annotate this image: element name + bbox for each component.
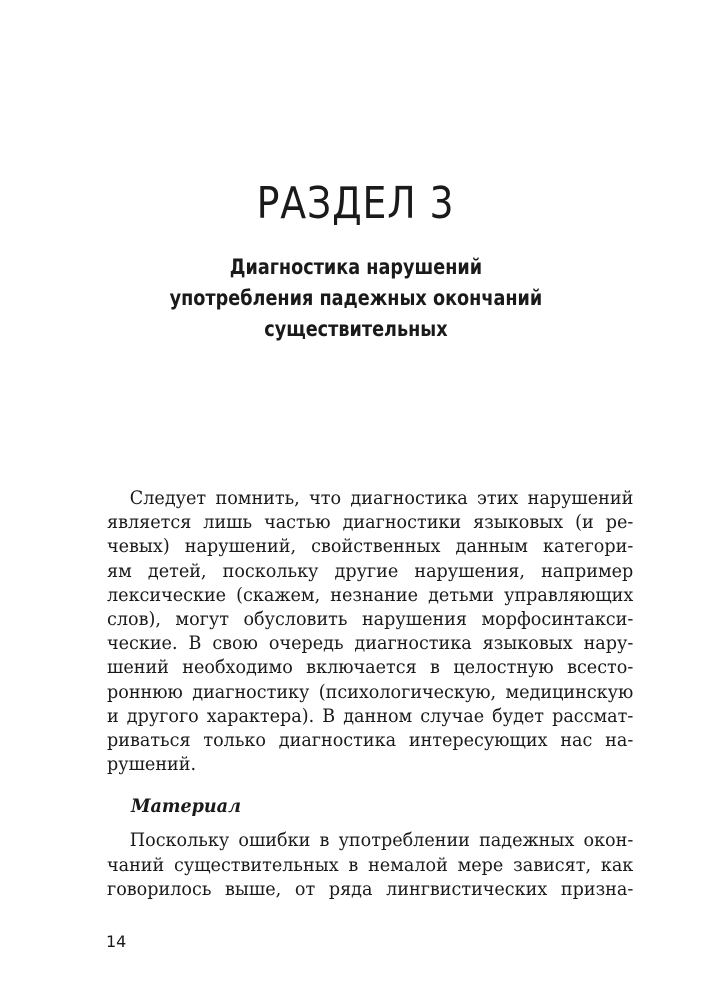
text-line: риваться только диагностика интересующих нас на- <box>107 729 634 751</box>
subsection-title: Материал <box>131 796 241 817</box>
text-line: лексические (скажем, незнание детьми управляющих <box>107 584 634 606</box>
text-line: рушений. <box>107 754 197 776</box>
paragraph-intro <box>107 487 633 777</box>
text-line: слов), могут обусловить нарушения морфосинтакси- <box>107 608 634 630</box>
chapter-heading <box>0 252 705 345</box>
text-line: говорилось выше, от ряда лингвистических призна- <box>107 879 634 901</box>
page-number: 14 <box>106 932 127 951</box>
text-line: ям детей, поскольку другие нарушения, например <box>107 560 634 582</box>
text-line: шений необходимо включается в целостную всесто- <box>107 657 634 679</box>
chapter-heading-line: Диагностика нарушений <box>229 255 483 279</box>
text-line: роннюю диагностику (психологическую, медицинскую <box>107 681 634 703</box>
text-line: Следует помнить, что диагностика этих нарушений <box>129 488 634 509</box>
text-line: Поскольку ошибки в употреблении падежных окон- <box>129 830 634 851</box>
text-line: чаний существительных в немалой мере зависят, как <box>107 854 634 876</box>
paragraph-material <box>107 829 633 903</box>
section-title: РАЗДЕЛ 3 <box>256 178 455 229</box>
text-line: является лишь частью диагностики языковых (и ре- <box>107 512 634 534</box>
chapter-heading-line: употребления падежных окончаний <box>169 286 543 310</box>
text-line: чевых) нарушений, свойственных данным категори- <box>107 536 634 558</box>
chapter-heading-line: существительных <box>264 317 448 341</box>
text-line: ческие. В свою очередь диагностика языковых нару- <box>107 633 634 655</box>
text-line: и другого характера). В данном случае будет рассмат- <box>107 705 634 727</box>
